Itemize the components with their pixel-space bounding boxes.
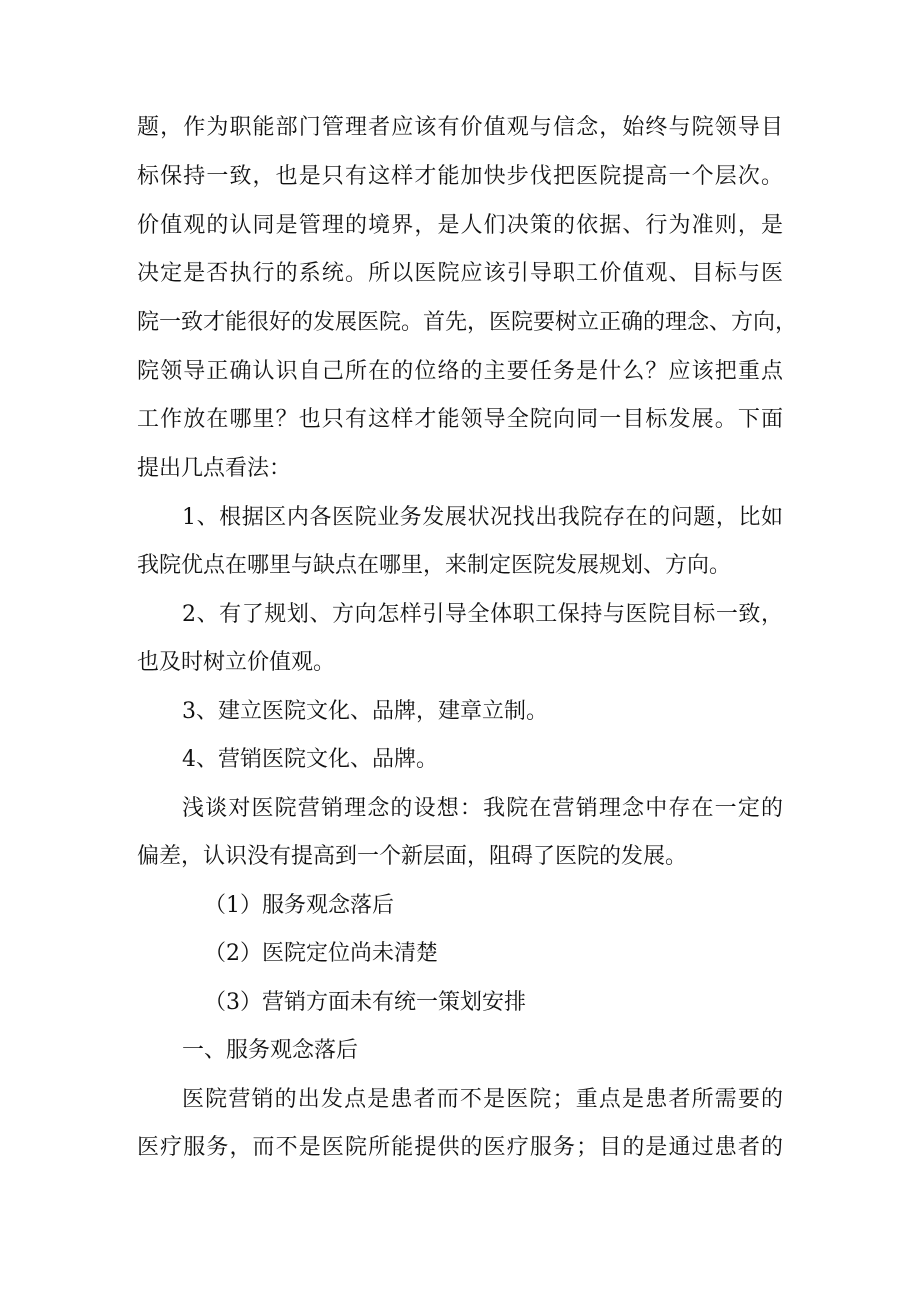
- paragraph-line: 医院营销的出发点是患者而不是医院；重点是患者所需要的: [182, 1087, 783, 1112]
- paragraph-line: 提出几点看法：: [137, 456, 292, 481]
- paragraph-line: 偏差，认识没有提高到一个新层面，阻碍了医院的发展。: [137, 844, 688, 869]
- paragraph-line: 题，作为职能部门管理者应该有价值观与信念，始终与院领导目: [137, 115, 783, 140]
- paragraph-line: 决定是否执行的系统。所以医院应该引导职工价值观、目标与医: [137, 261, 783, 286]
- list-item: （1）服务观念落后: [204, 893, 394, 918]
- list-item: （3）营销方面未有统一策划安排: [204, 990, 526, 1015]
- paragraph-line: 标保持一致，也是只有这样才能加快步伐把医院提高一个层次。: [137, 164, 783, 189]
- numbered-item: 1、根据区内各医院业务发展状况找出我院存在的问题，比如: [182, 505, 783, 530]
- numbered-item: 3、建立医院文化、品牌，建章立制。: [182, 699, 548, 724]
- paragraph-line: 也及时树立价值观。: [137, 650, 336, 675]
- paragraph-line: 工作放在哪里？也只有这样才能领导全院向同一目标发展。下面: [137, 407, 783, 432]
- paragraph-line: 浅谈对医院营销理念的设想：我院在营销理念中存在一定的: [182, 796, 783, 821]
- numbered-item: 4、营销医院文化、品牌。: [182, 747, 438, 772]
- paragraph-line: 我院优点在哪里与缺点在哪里，来制定医院发展规划、方向。: [137, 553, 732, 578]
- numbered-item: 2、有了规划、方向怎样引导全体职工保持与医院目标一致，: [182, 602, 783, 627]
- section-heading: 一、服务观念落后: [182, 1038, 359, 1063]
- paragraph-line: 院领导正确认识自己所在的位络的主要任务是什么？应该把重点: [137, 359, 783, 384]
- paragraph-line: 医疗服务，而不是医院所能提供的医疗服务；目的是通过患者的: [137, 1135, 783, 1160]
- paragraph-line: 价值观的认同是管理的境界，是人们决策的依据、行为准则，是: [137, 213, 783, 238]
- list-item: （2）医院定位尚未清楚: [204, 941, 438, 966]
- paragraph-line: 院一致才能很好的发展医院。首先，医院要树立正确的理念、方向，: [137, 310, 798, 335]
